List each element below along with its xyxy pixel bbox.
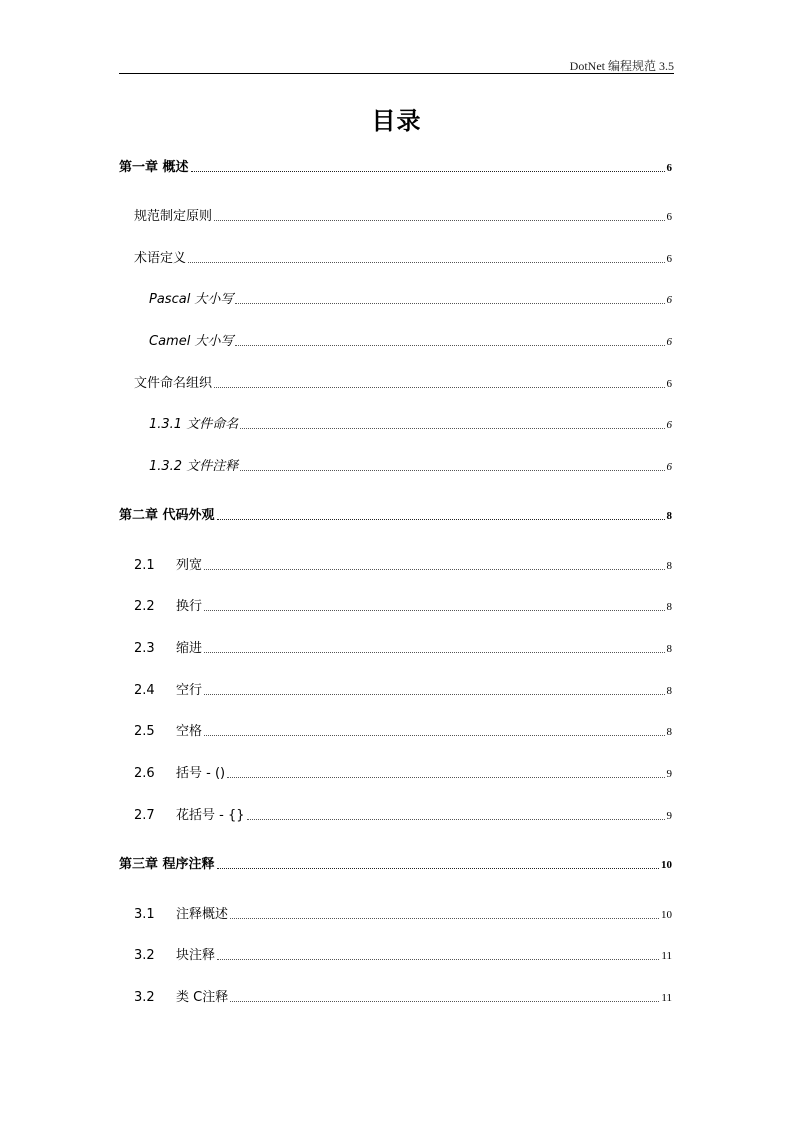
- toc-entry[interactable]: [134, 250, 672, 268]
- toc-chapter-1[interactable]: [119, 159, 672, 177]
- dot-leader: [235, 303, 664, 304]
- toc-number: 2.3: [134, 641, 155, 656]
- toc-label: 1.3.2 文件注释: [149, 459, 239, 474]
- toc-entry[interactable]: [149, 416, 672, 434]
- dot-leader: [214, 220, 664, 221]
- toc-label: 文件命名组织: [134, 376, 213, 391]
- dot-leader: [240, 470, 664, 471]
- toc-number: 2.7: [134, 808, 155, 823]
- toc-label: Camel 大小写: [149, 334, 234, 349]
- toc-page-number: 6: [666, 419, 672, 431]
- toc-page-number: 6: [666, 336, 672, 348]
- toc-label: 列宽: [176, 558, 203, 573]
- toc-number: 3.2: [134, 990, 155, 1005]
- toc-label: 花括号 - {}: [176, 808, 245, 823]
- dot-leader: [217, 868, 659, 869]
- toc-page-number: 8: [666, 643, 672, 655]
- toc-page-number: 6: [666, 253, 672, 265]
- toc-entry[interactable]: [134, 682, 672, 700]
- toc-label: Pascal 大小写: [149, 292, 234, 307]
- toc-label: 块注释: [176, 948, 216, 963]
- toc-entry[interactable]: [134, 765, 672, 783]
- dot-leader: [217, 959, 659, 960]
- toc-label: 括号 - (): [176, 766, 226, 781]
- dot-leader: [214, 387, 664, 388]
- toc-label: 缩进: [176, 641, 203, 656]
- toc-page-number: 6: [666, 378, 672, 390]
- toc-page-number: 8: [666, 726, 672, 738]
- dot-leader: [235, 345, 664, 346]
- toc-entry[interactable]: [134, 375, 672, 393]
- dot-leader: [204, 569, 664, 570]
- dot-leader: [217, 519, 665, 520]
- dot-leader: [247, 819, 665, 820]
- toc-page-number: 6: [666, 211, 672, 223]
- toc-number: 2.2: [134, 599, 155, 614]
- toc-number: 2.5: [134, 724, 155, 739]
- toc-page-number: 8: [666, 685, 672, 697]
- header-rule: [119, 73, 674, 74]
- toc-label: 空格: [176, 724, 203, 739]
- toc-title: 目录: [371, 107, 422, 135]
- toc-page-number: 6: [666, 294, 672, 306]
- toc-entry[interactable]: [149, 458, 672, 476]
- toc-number: 2.4: [134, 683, 155, 698]
- toc-number: 3.2: [134, 948, 155, 963]
- toc-page-number: 9: [666, 810, 672, 822]
- toc-label: 类 C注释: [176, 990, 229, 1005]
- toc-label: 1.3.1 文件命名: [149, 417, 239, 432]
- toc-label: 术语定义: [134, 251, 187, 266]
- toc-entry[interactable]: [134, 208, 672, 226]
- dot-leader: [240, 428, 664, 429]
- dot-leader: [227, 777, 664, 778]
- toc-label: 第一章 概述: [119, 160, 189, 175]
- toc-page-number: 10: [661, 859, 672, 871]
- toc-label: 第三章 程序注释: [119, 857, 215, 872]
- dot-leader: [230, 1001, 659, 1002]
- dot-leader: [204, 735, 664, 736]
- toc-number: 3.1: [134, 907, 155, 922]
- running-header: DotNet 编程规范 3.5: [569, 59, 674, 73]
- toc-page-number: 10: [661, 909, 672, 921]
- dot-leader: [191, 171, 665, 172]
- toc-entry[interactable]: [134, 989, 672, 1007]
- dot-leader: [230, 918, 659, 919]
- toc-entry[interactable]: [134, 807, 672, 825]
- dot-leader: [204, 652, 664, 653]
- toc-number: 2.6: [134, 766, 155, 781]
- toc-entry[interactable]: [134, 723, 672, 741]
- dot-leader: [188, 262, 664, 263]
- toc-number: 2.1: [134, 558, 155, 573]
- toc-label: 换行: [176, 599, 203, 614]
- toc-entry[interactable]: [134, 598, 672, 616]
- toc-entry[interactable]: [134, 640, 672, 658]
- toc-entry[interactable]: [134, 557, 672, 575]
- toc-page-number: 11: [661, 992, 672, 1004]
- toc-entry[interactable]: [134, 947, 672, 965]
- toc-entry[interactable]: [134, 906, 672, 924]
- toc-entry[interactable]: [149, 333, 672, 351]
- toc-chapter-2[interactable]: [119, 507, 672, 525]
- toc-entry[interactable]: [149, 291, 672, 309]
- toc-page-number: 11: [661, 950, 672, 962]
- toc-chapter-3[interactable]: [119, 856, 672, 874]
- toc-label: 空行: [176, 683, 203, 698]
- toc-label: 注释概述: [176, 907, 229, 922]
- dot-leader: [204, 694, 664, 695]
- toc-page-number: 6: [666, 162, 672, 174]
- toc-label: 规范制定原则: [134, 209, 213, 224]
- toc-page-number: 8: [666, 601, 672, 613]
- toc-page-number: 6: [666, 461, 672, 473]
- toc-label: 第二章 代码外观: [119, 508, 215, 523]
- toc-page-number: 8: [666, 510, 672, 522]
- toc-page-number: 9: [666, 768, 672, 780]
- toc-page-number: 8: [666, 560, 672, 572]
- dot-leader: [204, 610, 664, 611]
